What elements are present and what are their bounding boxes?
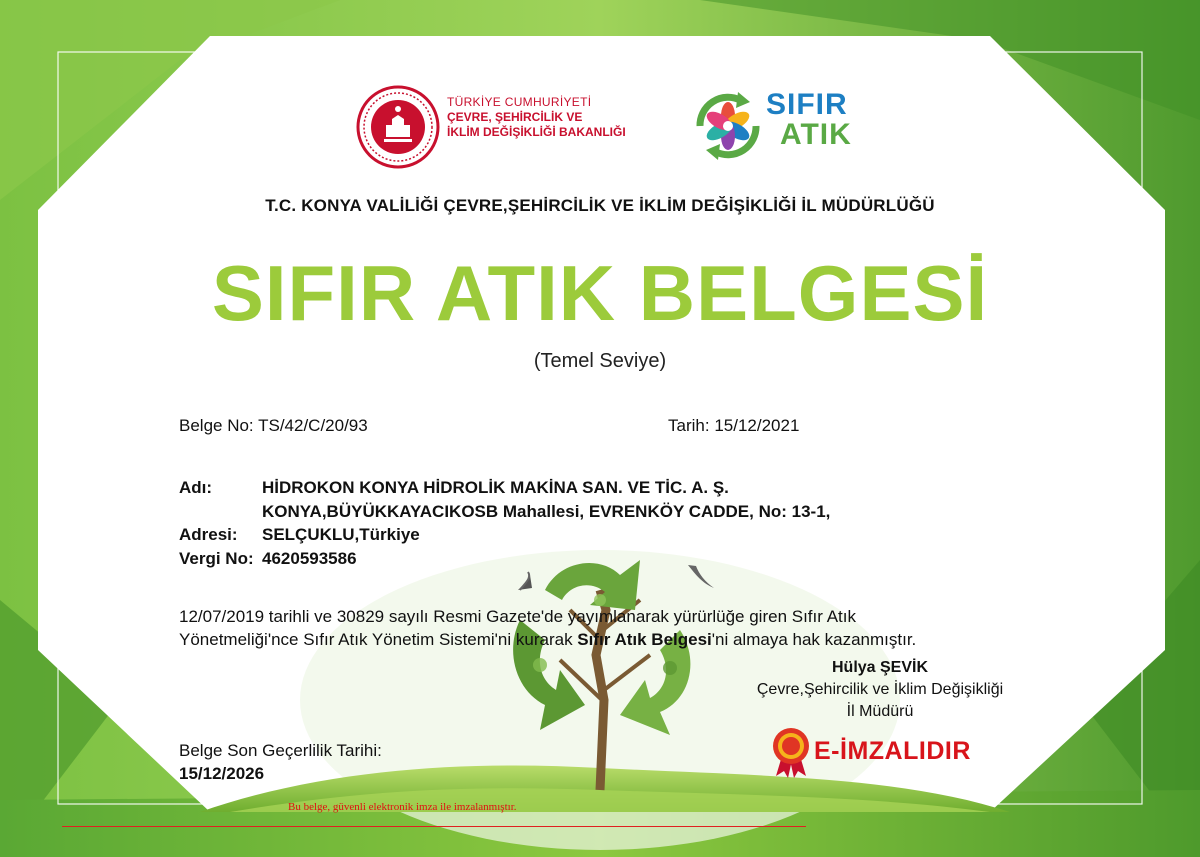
statement-line-2-end: 'ni almaya hak kazanmıştır. — [711, 630, 917, 649]
issue-date — [668, 416, 799, 436]
ministry-seal-icon — [356, 85, 440, 169]
signatory-title-line-2: İl Müdürü — [846, 703, 914, 720]
recycle-flower-icon — [688, 86, 768, 166]
statement-line-1: 12/07/2019 tarihli ve 30829 sayılı Resmi Gazete'de yayımlanarak yürürlüğe giren Sıfır Atık — [179, 607, 856, 626]
signatory-name: Hülya ŞEVİK — [831, 659, 929, 676]
document-number — [179, 416, 368, 436]
certificate-statement — [179, 605, 999, 651]
issue-date-label: Tarih: — [668, 416, 710, 435]
certificate-title: SIFIR ATIK BELGESİ — [211, 249, 989, 337]
validity-label: Belge Son Geçerlilik Tarihi: — [179, 741, 382, 760]
signatory-title-line-1: Çevre,Şehircilik ve İklim Değişikliği — [756, 681, 1004, 698]
atik-word: ATIK — [780, 118, 852, 151]
certificate-level: (Temel Seviye) — [533, 350, 667, 372]
rosette-badge-icon — [770, 726, 812, 778]
sifir-word: SIFIR — [766, 88, 848, 121]
e-signature-footnote: Bu belge, güvenli elektronik imza ile imzalanmıştır. — [288, 801, 517, 813]
sifir-atik-wordmark — [766, 90, 852, 150]
company-address-line-1: KONYA,BÜYÜKKAYACIKOSB Mahallesi, EVRENKÖY CADDE, No: 13-1, — [262, 502, 831, 521]
company-address-line-2: SELÇUKLU,Türkiye — [262, 525, 420, 544]
tax-number-label: Vergi No: — [179, 549, 254, 568]
tax-number: 4620593586 — [262, 549, 357, 568]
document-number-value: TS/42/C/20/93 — [258, 416, 368, 435]
company-address-label: Adresi: — [179, 525, 238, 544]
ministry-line-3: İKLİM DEĞİŞİKLİĞİ BAKANLIĞI — [447, 125, 626, 139]
company-name: HİDROKON KONYA HİDROLİK MAKİNA SAN. VE TİC. A. Ş. — [262, 478, 729, 497]
footer-divider — [62, 826, 806, 827]
signatory-block — [720, 657, 1040, 723]
issuing-authority: T.C. KONYA VALİLİĞİ ÇEVRE,ŞEHİRCİLİK VE İKLİM DEĞİŞİKLİĞİ İL MÜDÜRLÜĞÜ — [265, 196, 935, 215]
document-number-label: Belge No: — [179, 416, 254, 435]
statement-line-2 — [179, 628, 999, 651]
statement-certificate-name: Sıfır Atık Belgesi — [577, 630, 712, 649]
ministry-line-1: TÜRKİYE CUMHURİYETİ — [447, 95, 592, 109]
company-name-label: Adı: — [179, 478, 213, 497]
statement-line-2-start: Yönetmeliği'nce Sıfır Atık Yönetim Sistemi'ni kurarak — [179, 630, 578, 649]
issue-date-value: 15/12/2021 — [714, 416, 800, 435]
ministry-line-2: ÇEVRE, ŞEHİRCİLİK VE — [447, 110, 583, 124]
ministry-name — [447, 95, 657, 140]
validity-date: 15/12/2026 — [179, 764, 265, 783]
e-signature-label: E-İMZALIDIR — [814, 737, 971, 765]
